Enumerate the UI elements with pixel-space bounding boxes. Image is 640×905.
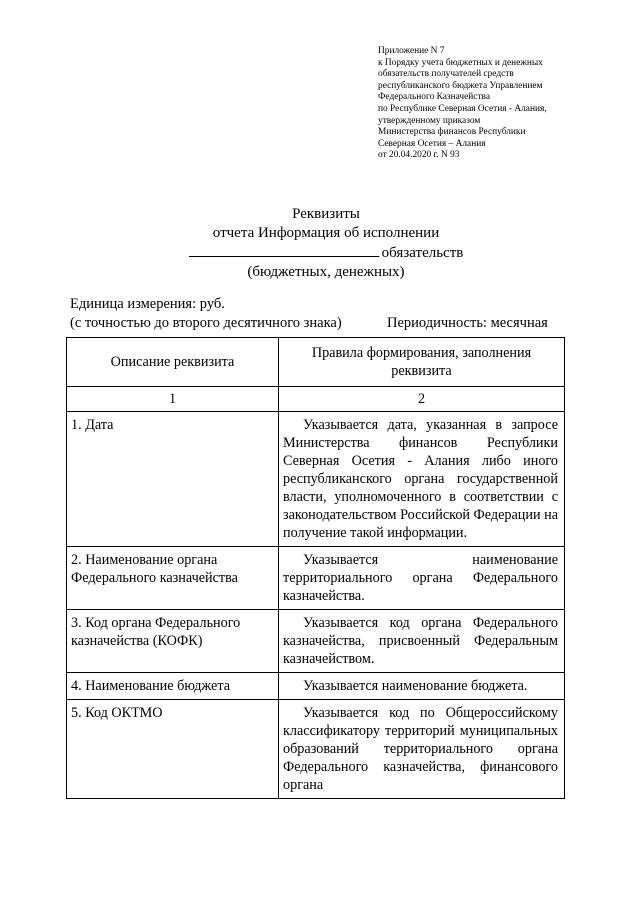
- requisite-name: 1. Дата: [67, 412, 279, 547]
- requisite-rule: Указывается наименование бюджета.: [279, 673, 565, 700]
- title-line-3: [180, 243, 472, 263]
- annex-line: Приложение N 7: [378, 46, 445, 56]
- column-number-1: 1: [67, 387, 279, 412]
- unit-label: Единица измерения: руб.: [70, 296, 225, 312]
- table-header-row: [67, 338, 565, 387]
- requisite-name: 5. Код ОКТМО: [67, 700, 279, 799]
- requisites-table: [66, 337, 565, 799]
- table-row: [67, 673, 565, 700]
- table-row: [67, 700, 565, 799]
- requisite-name: 4. Наименование бюджета: [67, 673, 279, 700]
- column-number-2: 2: [279, 387, 565, 412]
- table-row: [67, 412, 565, 547]
- document-title: [180, 205, 472, 282]
- periodicity-label: Периодичность: месячная: [387, 315, 548, 331]
- header-cell-description: Описание реквизита: [67, 338, 279, 387]
- title-line-2: отчета Информация об исполнении: [212, 225, 440, 241]
- annex-line: Министерства финансов Республики: [378, 127, 526, 138]
- title-line-3-suffix: обязательств: [381, 245, 464, 261]
- units-block: [70, 295, 560, 333]
- requisite-name: 3. Код органа Федерального казначейства (КОФК): [67, 610, 279, 673]
- requisite-name: 2. Наименование органа Федерального казначейства: [67, 547, 279, 610]
- table-row: [67, 610, 565, 673]
- annex-line: обязательств получателей средств: [378, 69, 514, 80]
- requisite-rule: Указывается наименование территориального органа Федерального казначейства.: [279, 547, 565, 610]
- annex-line: республиканского бюджета Управлением: [378, 80, 543, 91]
- annex-line: по Республике Северная Осетия - Алания,: [378, 103, 547, 114]
- fill-in-blank: [189, 243, 379, 257]
- annex-reference: [378, 46, 593, 162]
- title-line-1: Реквизиты: [292, 206, 360, 222]
- requisite-rule: Указывается код органа Федерального казначейства, присвоенный Федеральным казначейством.: [279, 610, 565, 673]
- header-cell-rules: Правила формирования, заполнения реквизита: [279, 338, 565, 387]
- annex-line: утвержденному приказом: [378, 115, 481, 126]
- requisite-rule: Указывается дата, указанная в запросе Министерства финансов Республики Северная Осетия - Алания либо иного республиканского органа государственной власти, уполномоченного в соответствии с законодательством Российской Федерации на получение такой информации.: [279, 412, 565, 547]
- column-number-row: [67, 387, 565, 412]
- table-row: [67, 547, 565, 610]
- precision-note: (с точностью до второго десятичного знака): [70, 315, 342, 331]
- units-row-2: [70, 314, 560, 333]
- annex-line: Федерального Казначейства: [378, 92, 491, 103]
- annex-line: Северная Осетия – Алания: [378, 138, 486, 149]
- annex-line: от 20.04.2020 г. N 93: [378, 150, 460, 161]
- requisite-rule: Указывается код по Общероссийскому классификатору территорий муниципальных образований территориального органа Федерального казначейства, финансового органа: [279, 700, 565, 799]
- title-line-4: (бюджетных, денежных): [247, 264, 405, 280]
- annex-line: к Порядку учета бюджетных и денежных: [378, 57, 543, 68]
